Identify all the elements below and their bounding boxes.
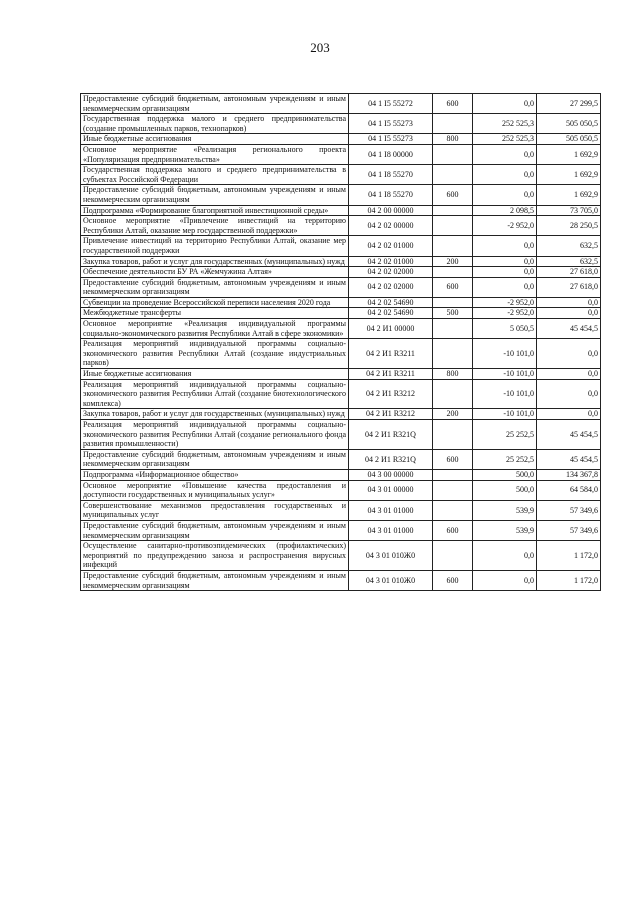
row-code-cell: 04 2 И1 R321Q [349, 449, 433, 469]
row-amount-total-cell: 45 454,5 [537, 420, 601, 450]
row-expense-type-cell: 800 [433, 134, 473, 145]
row-name-cell: Государственная поддержка малого и среднего предпринимательства (создание промышленных парков, технопарков) [81, 114, 349, 134]
table-row [81, 308, 601, 319]
row-expense-type-cell: 200 [433, 409, 473, 420]
row-code-cell: 04 2 02 02000 [349, 277, 433, 297]
table-row [81, 165, 601, 185]
row-amount-total-cell: 0,0 [537, 409, 601, 420]
row-name-cell: Закупка товаров, работ и услуг для государственных (муниципальных) нужд [81, 256, 349, 267]
row-name-cell: Субвенции на проведение Всероссийской переписи населения 2020 года [81, 297, 349, 308]
budget-table-body [81, 94, 601, 591]
table-row [81, 480, 601, 500]
row-amount-change-cell: 0,0 [473, 236, 537, 256]
row-code-cell: 04 1 I5 55272 [349, 94, 433, 114]
row-amount-total-cell: 134 367,8 [537, 469, 601, 480]
table-row [81, 185, 601, 205]
table-row [81, 114, 601, 134]
row-code-cell: 04 2 И1 R3212 [349, 379, 433, 409]
row-name-cell: Предоставление субсидий бюджетным, автономным учреждениям и иным некоммерческим организациям [81, 520, 349, 540]
row-name-cell: Предоставление субсидий бюджетным, автономным учреждениям и иным некоммерческим организациям [81, 185, 349, 205]
row-code-cell: 04 3 01 00000 [349, 480, 433, 500]
row-code-cell: 04 2 И1 00000 [349, 319, 433, 339]
table-row [81, 256, 601, 267]
table-row [81, 500, 601, 520]
row-expense-type-cell: 600 [433, 570, 473, 590]
row-amount-total-cell: 1 172,0 [537, 541, 601, 571]
table-row [81, 297, 601, 308]
row-expense-type-cell [433, 379, 473, 409]
row-amount-change-cell: -10 101,0 [473, 379, 537, 409]
row-expense-type-cell: 600 [433, 185, 473, 205]
row-amount-change-cell: 25 252,5 [473, 420, 537, 450]
row-expense-type-cell: 200 [433, 256, 473, 267]
row-amount-change-cell: 0,0 [473, 144, 537, 164]
row-amount-total-cell: 64 584,0 [537, 480, 601, 500]
row-amount-change-cell: 0,0 [473, 94, 537, 114]
row-expense-type-cell [433, 267, 473, 278]
row-code-cell: 04 3 01 01000 [349, 500, 433, 520]
table-row [81, 449, 601, 469]
row-code-cell: 04 2 02 01000 [349, 236, 433, 256]
row-name-cell: Осуществление санитарно-противоэпидемических (профилактических) мероприятий по предупреждению заноза и распространения вирусных инфекций [81, 541, 349, 571]
row-amount-total-cell: 505 050,5 [537, 134, 601, 145]
row-expense-type-cell [433, 541, 473, 571]
row-amount-total-cell: 73 705,0 [537, 205, 601, 216]
row-expense-type-cell [433, 339, 473, 369]
row-amount-change-cell: 0,0 [473, 185, 537, 205]
row-amount-total-cell: 632,5 [537, 256, 601, 267]
row-amount-total-cell: 505 050,5 [537, 114, 601, 134]
row-amount-change-cell: 0,0 [473, 256, 537, 267]
budget-table [80, 93, 601, 591]
table-row [81, 339, 601, 369]
row-expense-type-cell: 500 [433, 308, 473, 319]
row-amount-change-cell: 252 525,3 [473, 134, 537, 145]
row-amount-change-cell: -10 101,0 [473, 409, 537, 420]
row-name-cell: Иные бюджетные ассигнования [81, 134, 349, 145]
row-amount-total-cell: 1 692,9 [537, 165, 601, 185]
row-name-cell: Подпрограмма «Формирование благоприятной инвестиционной среды» [81, 205, 349, 216]
row-name-cell: Иные бюджетные ассигнования [81, 369, 349, 380]
table-row [81, 216, 601, 236]
row-code-cell: 04 2 И1 R321Q [349, 420, 433, 450]
row-code-cell: 04 2 02 54690 [349, 308, 433, 319]
row-amount-total-cell: 0,0 [537, 308, 601, 319]
row-amount-total-cell: 0,0 [537, 379, 601, 409]
row-amount-total-cell: 45 454,5 [537, 319, 601, 339]
page-number: 203 [310, 40, 330, 55]
row-amount-change-cell: 0,0 [473, 165, 537, 185]
row-amount-change-cell: 2 098,5 [473, 205, 537, 216]
row-amount-total-cell: 28 250,5 [537, 216, 601, 236]
row-name-cell: Предоставление субсидий бюджетным, автономным учреждениям и иным некоммерческим организациям [81, 449, 349, 469]
table-row [81, 267, 601, 278]
table-row [81, 319, 601, 339]
row-amount-change-cell: 252 525,3 [473, 114, 537, 134]
row-expense-type-cell [433, 319, 473, 339]
row-code-cell: 04 2 И1 R3211 [349, 339, 433, 369]
row-amount-change-cell: -2 952,0 [473, 216, 537, 236]
row-name-cell: Межбюджетные трансферты [81, 308, 349, 319]
table-row [81, 420, 601, 450]
row-amount-total-cell: 1 692,9 [537, 185, 601, 205]
row-amount-change-cell: 500,0 [473, 480, 537, 500]
table-row [81, 379, 601, 409]
row-amount-total-cell: 57 349,6 [537, 520, 601, 540]
row-expense-type-cell: 600 [433, 277, 473, 297]
row-name-cell: Основное мероприятие «Повышение качества предоставления и доступности государственных и муниципальных услуг» [81, 480, 349, 500]
row-amount-change-cell: 0,0 [473, 277, 537, 297]
row-amount-total-cell: 0,0 [537, 339, 601, 369]
row-expense-type-cell: 600 [433, 94, 473, 114]
row-code-cell: 04 2 02 54690 [349, 297, 433, 308]
row-expense-type-cell [433, 420, 473, 450]
row-amount-change-cell: 539,9 [473, 520, 537, 540]
row-amount-change-cell: 0,0 [473, 541, 537, 571]
row-code-cell: 04 1 I5 55273 [349, 134, 433, 145]
table-row [81, 570, 601, 590]
table-row [81, 469, 601, 480]
row-name-cell: Обеспечение деятельности БУ РА «Жемчужина Алтая» [81, 267, 349, 278]
row-expense-type-cell [433, 236, 473, 256]
row-expense-type-cell: 600 [433, 520, 473, 540]
table-row [81, 277, 601, 297]
row-amount-change-cell: 0,0 [473, 570, 537, 590]
row-expense-type-cell [433, 144, 473, 164]
row-name-cell: Предоставление субсидий бюджетным, автономным учреждениям и иным некоммерческим организациям [81, 570, 349, 590]
row-expense-type-cell [433, 205, 473, 216]
row-name-cell: Предоставление субсидий бюджетным, автономным учреждениям и иным некоммерческим организациям [81, 94, 349, 114]
row-code-cell: 04 2 И1 R3211 [349, 369, 433, 380]
row-expense-type-cell [433, 480, 473, 500]
row-amount-change-cell: -10 101,0 [473, 339, 537, 369]
row-name-cell: Предоставление субсидий бюджетным, автономным учреждениям и иным некоммерческим организациям [81, 277, 349, 297]
row-amount-total-cell: 27 299,5 [537, 94, 601, 114]
row-amount-change-cell: -2 952,0 [473, 308, 537, 319]
table-row [81, 205, 601, 216]
row-name-cell: Реализация мероприятий индивидуальной программы социально-экономического развития Республики Алтай (создание регионального фонда развития промышленности) [81, 420, 349, 450]
row-code-cell: 04 2 02 01000 [349, 256, 433, 267]
row-amount-change-cell: -10 101,0 [473, 369, 537, 380]
row-name-cell: Реализация мероприятий индивидуальной программы социально-экономического развития Республики Алтай (создание биотехнологического комплекса) [81, 379, 349, 409]
row-amount-total-cell: 45 454,5 [537, 449, 601, 469]
row-code-cell: 04 1 I5 55273 [349, 114, 433, 134]
row-code-cell: 04 1 I8 00000 [349, 144, 433, 164]
row-code-cell: 04 3 01 010Ж0 [349, 541, 433, 571]
row-amount-total-cell: 1 692,9 [537, 144, 601, 164]
row-expense-type-cell [433, 216, 473, 236]
row-amount-total-cell: 1 172,0 [537, 570, 601, 590]
row-code-cell: 04 2 02 02000 [349, 267, 433, 278]
row-code-cell: 04 3 01 01000 [349, 520, 433, 540]
row-expense-type-cell: 600 [433, 449, 473, 469]
row-expense-type-cell [433, 297, 473, 308]
row-amount-total-cell: 632,5 [537, 236, 601, 256]
row-amount-change-cell: 539,9 [473, 500, 537, 520]
row-expense-type-cell [433, 165, 473, 185]
row-expense-type-cell [433, 469, 473, 480]
row-amount-total-cell: 0,0 [537, 369, 601, 380]
table-row [81, 134, 601, 145]
row-name-cell: Закупка товаров, работ и услуг для государственных (муниципальных) нужд [81, 409, 349, 420]
row-expense-type-cell [433, 114, 473, 134]
row-name-cell: Реализация мероприятий индивидуальной программы социально-экономического развития Республики Алтай (создание индустриальных парков) [81, 339, 349, 369]
row-amount-change-cell: 500,0 [473, 469, 537, 480]
row-name-cell: Привлечение инвестиций на территорию Республики Алтай, оказание мер государственной поддержки [81, 236, 349, 256]
row-amount-total-cell: 0,0 [537, 297, 601, 308]
row-code-cell: 04 3 01 010Ж0 [349, 570, 433, 590]
row-name-cell: Государственная поддержка малого и среднего предпринимательства в субъектах Российской Федерации [81, 165, 349, 185]
row-code-cell: 04 3 00 00000 [349, 469, 433, 480]
row-amount-change-cell: 25 252,5 [473, 449, 537, 469]
row-code-cell: 04 2 02 00000 [349, 216, 433, 236]
row-code-cell: 04 2 И1 R3212 [349, 409, 433, 420]
row-amount-change-cell: 0,0 [473, 267, 537, 278]
row-amount-total-cell: 27 618,0 [537, 277, 601, 297]
row-amount-change-cell: 5 050,5 [473, 319, 537, 339]
row-code-cell: 04 2 00 00000 [349, 205, 433, 216]
row-code-cell: 04 1 I8 55270 [349, 165, 433, 185]
table-row [81, 236, 601, 256]
row-amount-total-cell: 57 349,6 [537, 500, 601, 520]
row-amount-change-cell: -2 952,0 [473, 297, 537, 308]
row-expense-type-cell: 800 [433, 369, 473, 380]
row-amount-total-cell: 27 618,0 [537, 267, 601, 278]
row-name-cell: Подпрограмма «Информационное общество» [81, 469, 349, 480]
table-row [81, 94, 601, 114]
table-row [81, 520, 601, 540]
table-row [81, 369, 601, 380]
row-name-cell: Основное мероприятие «Реализация индивидуальной программы социально-экономического развития Республики Алтай в сфере экономики» [81, 319, 349, 339]
table-row [81, 144, 601, 164]
row-name-cell: Основное мероприятие «Привлечение инвестиций на территорию Республики Алтай, оказание мер государственной поддержки» [81, 216, 349, 236]
row-code-cell: 04 1 I8 55270 [349, 185, 433, 205]
table-row [81, 541, 601, 571]
row-name-cell: Основное мероприятие «Реализация регионального проекта «Популяризация предпринимательства» [81, 144, 349, 164]
row-name-cell: Совершенствование механизмов предоставления государственных и муниципальных услуг [81, 500, 349, 520]
row-expense-type-cell [433, 500, 473, 520]
table-row [81, 409, 601, 420]
